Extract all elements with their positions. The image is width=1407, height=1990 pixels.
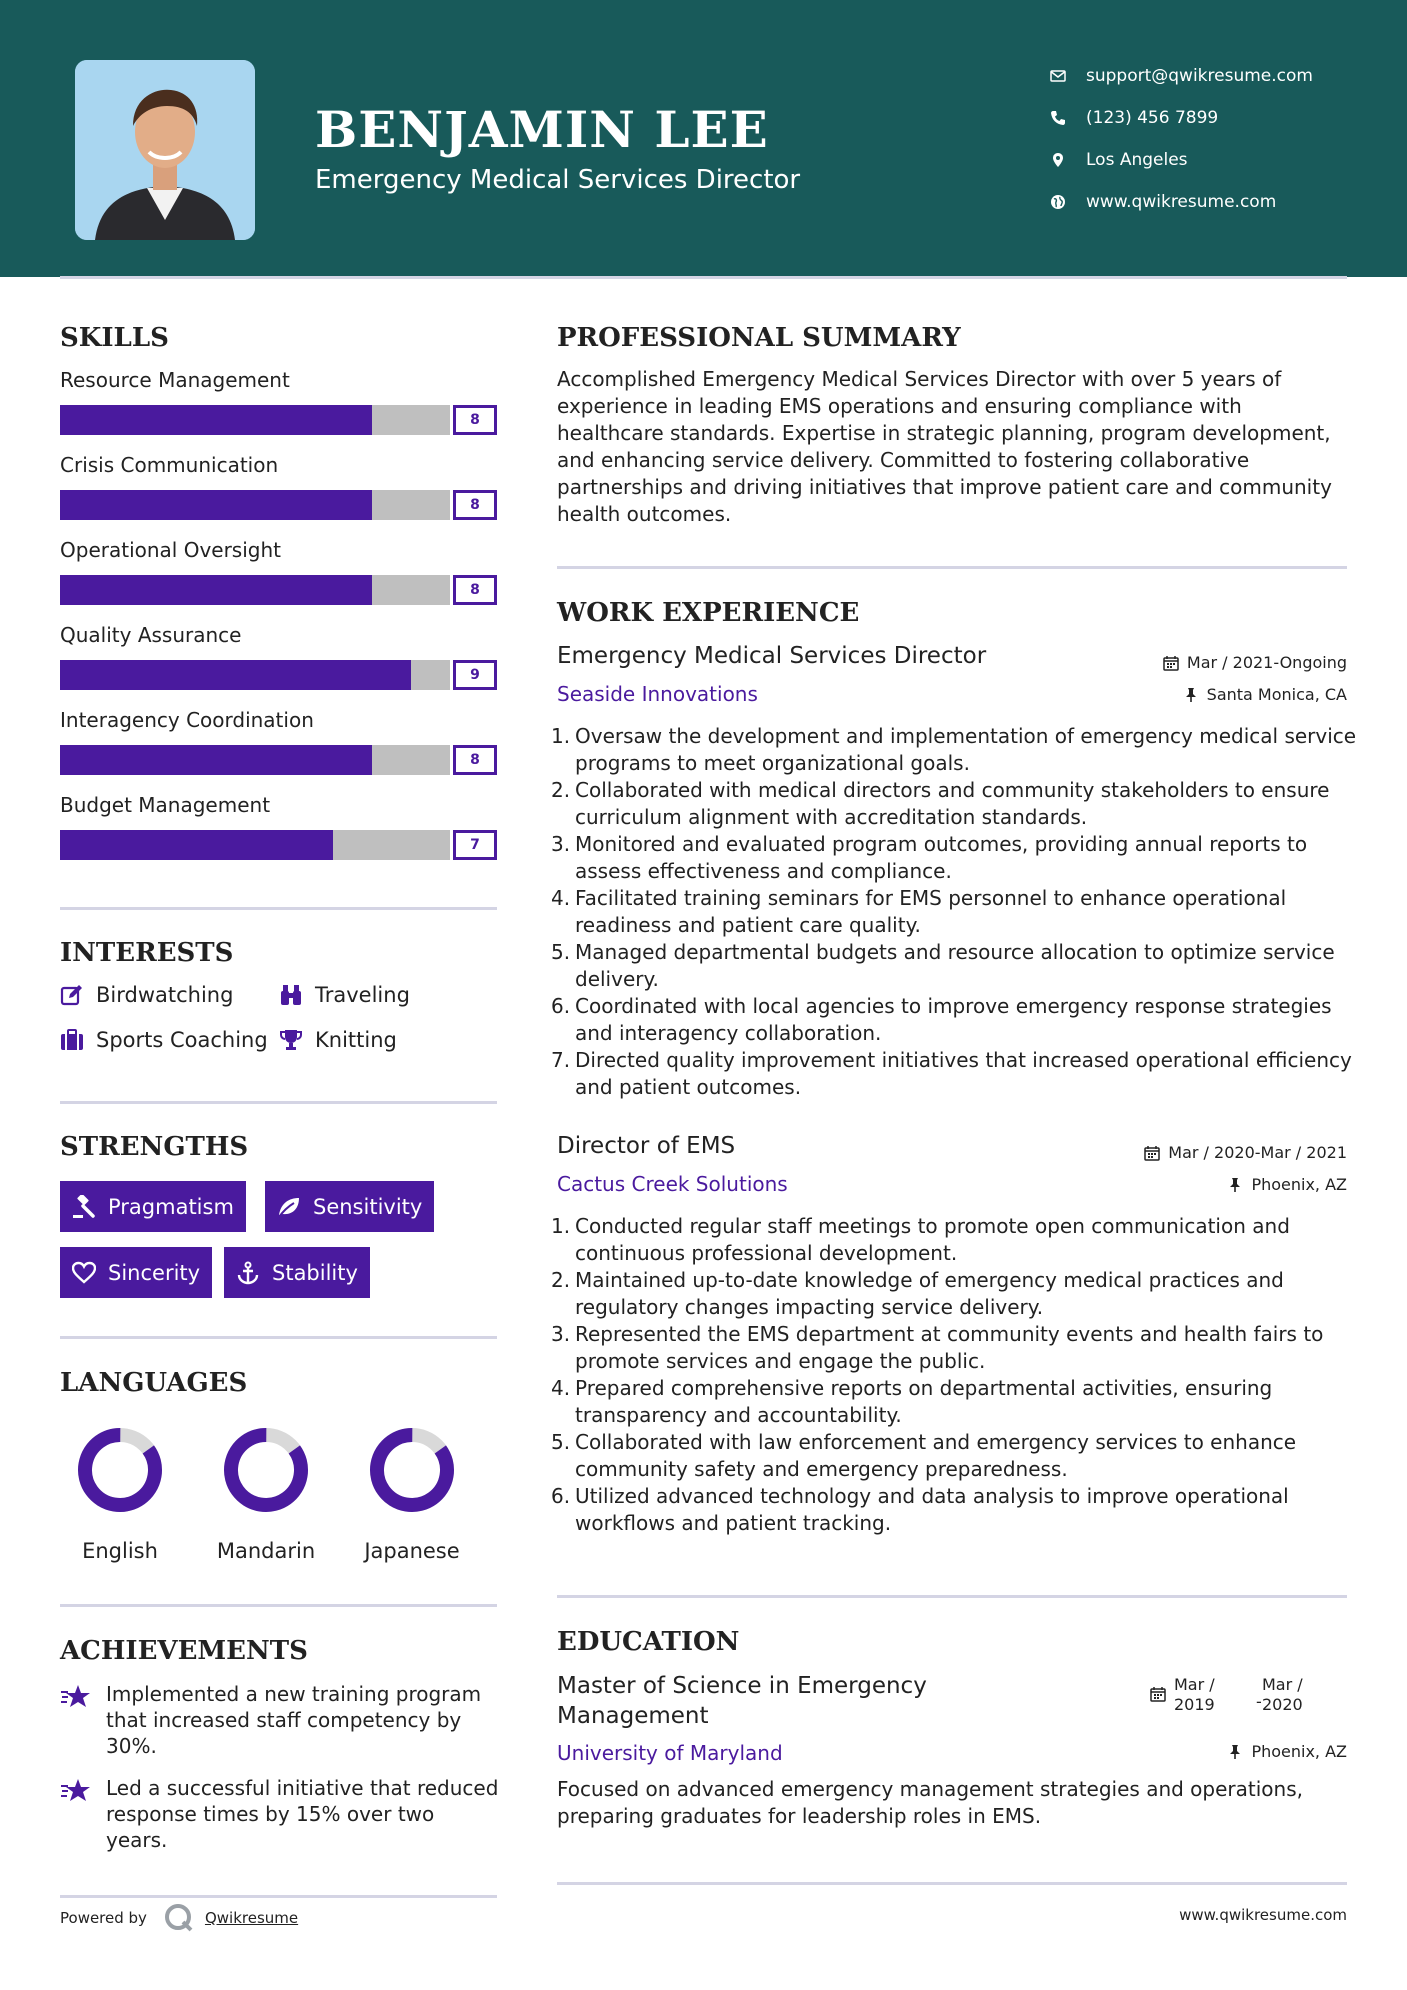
end-month: Mar / [1262, 1675, 1303, 1694]
language-item [196, 1425, 336, 1563]
strength-badge [224, 1247, 370, 1298]
skill-bar [60, 405, 497, 435]
job-date-text: Mar / 2020-Mar / 2021 [1168, 1143, 1347, 1162]
languages-divider [60, 1604, 497, 1607]
strength-badge [60, 1181, 246, 1232]
duty-number: 7. [551, 1048, 571, 1072]
skill-label: Crisis Communication [60, 453, 279, 477]
language-ring-fill [75, 1425, 165, 1515]
strength-badge [265, 1181, 434, 1232]
strengths-divider [60, 1336, 497, 1339]
experience-divider [557, 1595, 1347, 1598]
education-start-date [1174, 1675, 1215, 1715]
duty-number: 6. [551, 994, 571, 1018]
duty-text: Collaborated with law enforcement and emergency services to enhance community safety and emergency preparedness. [575, 1430, 1297, 1481]
skill-level-badge: 8 [453, 405, 497, 435]
skill-label: Operational Oversight [60, 538, 281, 562]
job-date-text: Mar / 2021-Ongoing [1186, 653, 1347, 672]
language-ring [221, 1425, 311, 1515]
skills-heading: SKILLS [60, 323, 169, 353]
languages-heading: LANGUAGES [60, 1368, 248, 1398]
start-year: 2019 [1174, 1695, 1215, 1714]
summary-heading: PROFESSIONAL SUMMARY [557, 323, 961, 353]
degree-title [557, 1671, 927, 1731]
contact-email-text: support@qwikresume.com [1086, 66, 1313, 86]
strength-badge [60, 1247, 212, 1298]
calendar-icon [1150, 1686, 1166, 1707]
job-duty-item [551, 993, 1357, 1047]
footer-website[interactable]: www.qwikresume.com [1179, 1906, 1347, 1924]
education-description: Focused on advanced emergency management strategies and operations, preparing graduates for leadership roles in EMS. [557, 1777, 1303, 1828]
duty-number: 4. [551, 1376, 571, 1400]
gavel-icon [72, 1195, 96, 1219]
job-duty-item [551, 1483, 1357, 1537]
job-duties-list [551, 1213, 1357, 1537]
pushpin-icon [1183, 687, 1199, 703]
job-location [1183, 685, 1347, 704]
skill-fill [60, 490, 372, 520]
duty-text: Monitored and evaluated program outcomes, providing annual reports to assess effectiveness and compliance. [575, 832, 1308, 883]
duty-text: Represented the EMS department at community events and health fairs to promote services and engage the public. [575, 1322, 1324, 1373]
job-duty-item [551, 723, 1357, 777]
phone-icon [1050, 110, 1086, 126]
suitcase-icon [60, 1028, 84, 1052]
job-title: Director of EMS [557, 1133, 736, 1159]
language-name: Mandarin [216, 1539, 316, 1563]
skill-bar [60, 575, 497, 605]
skill-fill [60, 575, 372, 605]
job-location [1227, 1175, 1347, 1194]
interest-label: Birdwatching [96, 983, 234, 1007]
envelope-icon [1050, 68, 1086, 84]
achievement-text: Implemented a new training program that increased staff competency by 30%. [106, 1682, 482, 1758]
leaf-icon [277, 1195, 301, 1219]
summary-divider [557, 566, 1347, 569]
interest-item [60, 983, 233, 1007]
job-duty-item [551, 1375, 1357, 1429]
job-date [1144, 1143, 1347, 1162]
education-location-text: Phoenix, AZ [1251, 1742, 1347, 1761]
heart-icon [72, 1261, 96, 1285]
contact-location-text: Los Angeles [1086, 150, 1188, 170]
job-duty-item [551, 1429, 1357, 1483]
interests-divider [60, 1101, 497, 1104]
end-year: 2020 [1262, 1695, 1303, 1714]
degree-line-1: Master of Science in Emergency [557, 1673, 927, 1699]
contact-phone[interactable] [1050, 97, 1313, 139]
contact-phone-text: (123) 456 7899 [1086, 108, 1219, 128]
experience-heading: WORK EXPERIENCE [557, 598, 860, 628]
candidate-title: Emergency Medical Services Director [315, 165, 801, 195]
duty-number: 1. [551, 1214, 571, 1238]
duty-number: 5. [551, 1430, 571, 1454]
skill-bar [60, 830, 497, 860]
pushpin-icon [1227, 1744, 1243, 1760]
skill-level-badge: 9 [453, 660, 497, 690]
qwikresume-link[interactable]: Qwikresume [204, 1909, 299, 1927]
strength-label: Stability [272, 1260, 358, 1285]
job-company: Seaside Innovations [557, 682, 758, 706]
education-location [1227, 1742, 1347, 1761]
language-name: Japanese [364, 1539, 460, 1563]
skill-level-badge: 8 [453, 490, 497, 520]
contact-website-text: www.qwikresume.com [1086, 192, 1277, 212]
start-month: Mar / [1174, 1675, 1215, 1694]
duty-text: Conducted regular staff meetings to promote open communication and continuous professional development. [575, 1214, 1290, 1265]
calendar-icon [1144, 1145, 1160, 1161]
resume-header [0, 0, 1407, 277]
language-item [342, 1425, 482, 1563]
contact-website[interactable] [1050, 181, 1313, 223]
job-location-text: Santa Monica, CA [1206, 685, 1347, 704]
achievements-heading: ACHIEVEMENTS [60, 1636, 308, 1666]
skill-label: Quality Assurance [60, 623, 242, 647]
interest-item [60, 1028, 268, 1052]
job-location-text: Phoenix, AZ [1251, 1175, 1347, 1194]
skill-level-badge: 8 [453, 575, 497, 605]
skill-label: Budget Management [60, 793, 271, 817]
globe-icon [1050, 194, 1086, 210]
language-ring [367, 1425, 457, 1515]
job-duty-item [551, 1267, 1357, 1321]
job-date [1163, 653, 1347, 672]
star-achievement-icon [60, 1777, 92, 1805]
duty-text: Directed quality improvement initiatives that increased operational efficiency and patient outcomes. [575, 1048, 1352, 1099]
duty-text: Oversaw the development and implementation of emergency medical service programs to meet organizational goals. [575, 724, 1357, 775]
star-achievement-icon [60, 1683, 92, 1711]
footer-powered-by [60, 1902, 298, 1934]
interest-label: Traveling [315, 983, 410, 1007]
interest-item [279, 1028, 397, 1052]
duty-text: Utilized advanced technology and data analysis to improve operational workflows and patient tracking. [575, 1484, 1289, 1535]
duty-text: Collaborated with medical directors and community stakeholders to ensure curriculum alignment with accreditation standards. [575, 778, 1330, 829]
skill-fill [60, 660, 411, 690]
interest-label: Sports Coaching [96, 1028, 268, 1052]
strength-label: Sensitivity [313, 1194, 423, 1219]
strength-label: Pragmatism [108, 1194, 234, 1219]
job-duty-item [551, 1047, 1357, 1101]
language-ring-fill [367, 1425, 457, 1515]
strengths-heading: STRENGTHS [60, 1132, 249, 1162]
header-divider [60, 276, 1347, 279]
duty-number: 4. [551, 886, 571, 910]
job-duty-item [551, 885, 1357, 939]
language-name: English [82, 1539, 158, 1563]
duty-text: Facilitated training seminars for EMS personnel to enhance operational readiness and patient care quality. [575, 886, 1287, 937]
calendar-icon [1163, 655, 1179, 671]
pencil-square-icon [60, 983, 84, 1007]
duty-text: Coordinated with local agencies to improve emergency response strategies and interagency collaboration. [575, 994, 1332, 1045]
duty-text: Maintained up-to-date knowledge of emergency medical practices and regulatory changes impacting service delivery. [575, 1268, 1284, 1319]
achievement-item [60, 1775, 500, 1853]
job-company: Cactus Creek Solutions [557, 1172, 788, 1196]
skills-divider [60, 907, 497, 910]
duty-number: 6. [551, 1484, 571, 1508]
job-duty-item [551, 831, 1357, 885]
skill-fill [60, 745, 372, 775]
duty-text: Prepared comprehensive reports on departmental activities, ensuring transparency and accountability. [575, 1376, 1273, 1427]
education-end-date [1262, 1675, 1303, 1715]
skill-level-badge: 7 [453, 830, 497, 860]
interest-label: Knitting [315, 1028, 397, 1052]
achievement-item [60, 1681, 500, 1759]
interest-item [279, 983, 410, 1007]
language-ring-fill [221, 1425, 311, 1515]
trophy-icon [279, 1028, 303, 1052]
duty-text: Managed departmental budgets and resource allocation to optimize service delivery. [575, 940, 1335, 991]
job-duty-item [551, 1321, 1357, 1375]
job-duty-item [551, 1213, 1357, 1267]
contact-list [1050, 55, 1313, 223]
map-pin-icon [1050, 152, 1086, 168]
skill-label: Interagency Coordination [60, 708, 314, 732]
candidate-name: BENJAMIN LEE [315, 100, 769, 159]
contact-email[interactable] [1050, 55, 1313, 97]
qwikresume-logo-icon [163, 1902, 195, 1934]
job-title: Emergency Medical Services Director [557, 643, 987, 669]
school-name: University of Maryland [557, 1741, 783, 1765]
date-separator: - [1256, 1692, 1262, 1711]
interests-heading: INTERESTS [60, 938, 234, 968]
anchor-icon [236, 1261, 260, 1285]
duty-number: 5. [551, 940, 571, 964]
achievement-text: Led a successful initiative that reduced response times by 15% over two years. [106, 1776, 499, 1852]
skill-bar [60, 490, 497, 520]
summary-text: Accomplished Emergency Medical Services Director with over 5 years of experience in leading EMS operations and ensuring compliance with healthcare standards. Expertise in strategic planning, program development, and enhancing service delivery. Committed to fostering collaborative partnerships and driving initiatives that improve patient care and community health outcomes. [557, 367, 1332, 526]
skill-fill [60, 830, 333, 860]
skill-bar [60, 745, 497, 775]
pushpin-icon [1227, 1177, 1243, 1193]
duty-number: 3. [551, 1322, 571, 1346]
language-ring [75, 1425, 165, 1515]
powered-by-label: Powered by [60, 1909, 147, 1927]
language-item [50, 1425, 190, 1563]
job-duty-item [551, 777, 1357, 831]
binoculars-icon [279, 983, 303, 1007]
duty-number: 2. [551, 1268, 571, 1292]
skill-label: Resource Management [60, 368, 290, 392]
skill-bar [60, 660, 497, 690]
job-duties-list [551, 723, 1357, 1101]
degree-line-2: Management [557, 1703, 709, 1729]
achievements-divider [60, 1895, 497, 1898]
job-duty-item [551, 939, 1357, 993]
skill-fill [60, 405, 372, 435]
duty-number: 3. [551, 832, 571, 856]
duty-number: 2. [551, 778, 571, 802]
strength-label: Sincerity [108, 1260, 201, 1285]
duty-number: 1. [551, 724, 571, 748]
profile-photo [75, 60, 255, 240]
contact-location [1050, 139, 1313, 181]
education-heading: EDUCATION [557, 1627, 740, 1657]
skill-level-badge: 8 [453, 745, 497, 775]
education-divider [557, 1882, 1347, 1885]
